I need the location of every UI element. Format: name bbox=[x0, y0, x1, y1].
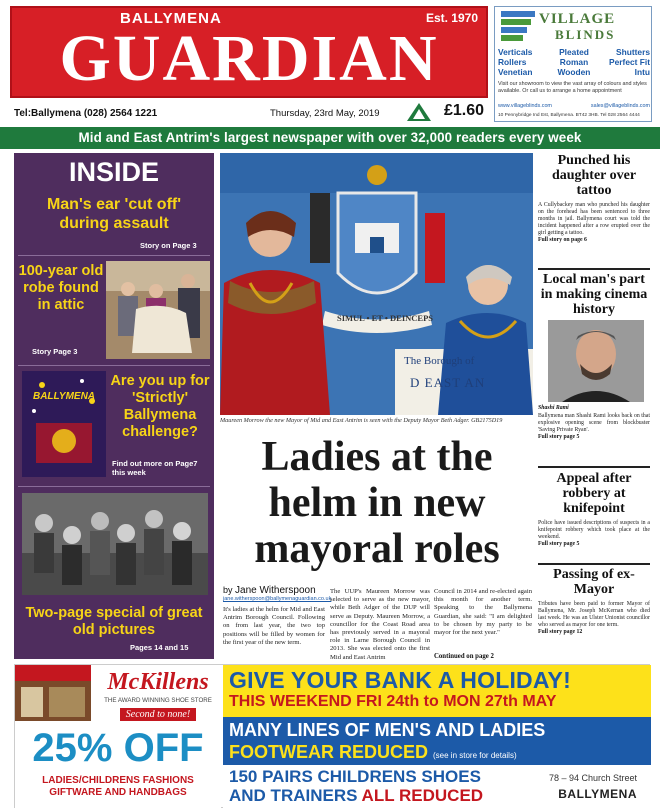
phone-number: Tel:Ballymena (028) 2564 1221 bbox=[14, 108, 158, 119]
ad-holiday-dates: THIS WEEKEND FRI 24th to MON 27th MAY bbox=[229, 693, 557, 710]
story-title: Appeal after robbery at knifepoint bbox=[556, 471, 632, 516]
blinds-product: Shutters bbox=[616, 47, 650, 57]
story-title: Local man's part in making cinema history bbox=[540, 272, 648, 317]
ad-brand: McKillens bbox=[107, 669, 209, 695]
ad-footwear-banner bbox=[223, 717, 651, 765]
ad-footwear-line1: MANY LINES OF MEN'S AND LADIES bbox=[229, 720, 546, 740]
blinds-product: Wooden bbox=[557, 67, 591, 77]
shashi-rami-photo bbox=[548, 320, 644, 402]
ad-address: 78 – 94 Church Street bbox=[548, 773, 637, 783]
teaser-ear-assault-title[interactable]: Man's ear 'cut off' during assault bbox=[46, 196, 182, 232]
lead-headline[interactable]: Ladies at the helm in new mayoral roles bbox=[254, 434, 500, 572]
divider bbox=[18, 365, 210, 366]
mckillens-ad[interactable] bbox=[14, 664, 650, 808]
story-body: Ballymena man Shashi Rami looks back on that explosive opening scene from blockbuster 'Saving Private Ryan'. bbox=[538, 413, 650, 433]
slogan-banner: Mid and East Antrim's largest newspaper with over 32,000 readers every week bbox=[0, 127, 660, 149]
story-cinema-history-text bbox=[538, 405, 650, 440]
divider bbox=[18, 486, 210, 487]
divider bbox=[538, 563, 650, 565]
ad-footwear-note: (see in store for details) bbox=[433, 751, 517, 760]
coat-of-arms-motto: SIMUL • ET • DEINCEPS bbox=[336, 313, 433, 323]
blinds-logo-icon bbox=[501, 11, 535, 41]
ad-category-line: GIFTWARE AND HANDBAGS bbox=[49, 787, 187, 798]
ad-footwear-reduced: FOOTWEAR REDUCED bbox=[229, 742, 428, 762]
ad-childrens-panel bbox=[223, 765, 651, 808]
teaser-ear-assault-ref: Story on Page 3 bbox=[140, 241, 197, 250]
blinds-product: Venetian bbox=[498, 67, 533, 77]
blinds-brand-line1: VILLAGE bbox=[539, 11, 616, 27]
story-punched-daughter[interactable] bbox=[538, 153, 650, 243]
divider bbox=[538, 466, 650, 468]
teaser-old-pictures-title[interactable]: Two-page special of great old pictures bbox=[25, 605, 203, 638]
blinds-product: Roman bbox=[559, 57, 589, 67]
story-more: Full story page 5 bbox=[538, 434, 580, 440]
byline bbox=[223, 585, 327, 596]
village-blinds-ad[interactable] bbox=[494, 6, 652, 122]
story-title: Passing of ex-Mayor bbox=[553, 567, 635, 597]
byline-prefix: by bbox=[223, 585, 233, 595]
ad-categories bbox=[15, 775, 221, 799]
blinds-brand-line2: BLINDS bbox=[555, 27, 616, 42]
ad-childrens-line2 bbox=[229, 786, 483, 806]
old-pictures-photo bbox=[22, 493, 208, 595]
shop-front-photo bbox=[15, 665, 91, 721]
story-body: A Cullybackey man who punched his daughter on the forehead has been sentenced to three months in jail. Ballymena court was told the incident happened after a row erupted over the girl getting a tattoo. bbox=[538, 202, 650, 236]
ad-tagline: THE AWARD WINNING SHOE STORE bbox=[104, 697, 212, 704]
blinds-links bbox=[498, 103, 650, 109]
teaser-strictly-title[interactable]: Are you up for 'Strictly' Ballymena challenge? bbox=[110, 373, 210, 440]
lead-column-2: The UUP's Maureen Morrow was selected to serve as the new mayor, while Beth Adger of the DUP will serve as Deputy. Maureen Morrow, a councillor for the Coast Road area has previously served in a mayoral role in Larne Borough Council in 2013. She was elected onto the first Mid and East Antrim bbox=[330, 588, 430, 661]
inside-sidebar bbox=[14, 153, 214, 659]
inside-heading: INSIDE bbox=[68, 157, 160, 187]
ad-discount: 25% OFF bbox=[32, 726, 204, 770]
poster-title: BALLYMENA bbox=[32, 391, 96, 402]
story-title: Punched his daughter over tattoo bbox=[551, 153, 637, 198]
story-cinema-history[interactable] bbox=[538, 272, 650, 317]
blinds-ad-text: Visit our showroom to view the vast array of colours and styles available. Or call us to arrange a home appointment bbox=[498, 81, 647, 94]
story-knifepoint-robbery[interactable] bbox=[538, 471, 650, 547]
ad-holiday-headline: GIVE YOUR BANK A HOLIDAY! bbox=[229, 667, 571, 693]
robe-photo bbox=[106, 261, 210, 359]
ad-holiday-banner bbox=[223, 665, 651, 717]
story-body: Tributes have been paid to former Mayor of Ballymena, Mr. Joseph McKernan who died last week. He was an Ulster Unionist councillor who served as mayor for one term. bbox=[538, 601, 650, 628]
ad-town: BALLYMENA bbox=[558, 787, 637, 801]
ad-discount-panel bbox=[15, 723, 221, 808]
banner-line2: D EAST AN bbox=[410, 375, 486, 390]
story-body: Police have issued descriptions of suspects in a knifepoint robbery which took place at the weekend. bbox=[538, 520, 650, 540]
teaser-strictly-ref: Find out more on Page7 this week bbox=[112, 459, 198, 477]
ad-all-reduced: ALL REDUCED bbox=[361, 786, 484, 805]
story-more: Full story page 5 bbox=[538, 541, 580, 547]
ad-footwear-line2 bbox=[229, 742, 517, 763]
masthead bbox=[10, 6, 488, 98]
ad-category-line: LADIES/CHILDRENS FASHIONS bbox=[42, 775, 194, 786]
story-more: Full story page 12 bbox=[538, 629, 583, 635]
byline-email-link[interactable]: jane.witherspoon@ballymenaguardian.co.uk bbox=[223, 596, 332, 602]
ad-trainers: AND TRAINERS bbox=[229, 786, 358, 805]
issue-date: Thursday, 23rd May, 2019 bbox=[270, 108, 380, 119]
ad-childrens-line1: 150 PAIRS CHILDRENS SHOES bbox=[229, 767, 481, 786]
blinds-email-link[interactable]: sales@villageblinds.com bbox=[590, 103, 650, 109]
banner-line1: The Borough of bbox=[404, 355, 475, 367]
mayors-photo bbox=[220, 153, 533, 415]
cover-price: £1.60 bbox=[444, 102, 485, 119]
strictly-poster bbox=[22, 371, 106, 477]
lead-column-1: It's ladies at the helm for Mid and East Antrim Borough Council. Following on from last year, the two top positions will be filled by women for the first year of the new term. bbox=[223, 606, 325, 646]
masthead-title: GUARDIAN bbox=[59, 22, 439, 95]
teaser-robe-ref: Story Page 3 bbox=[32, 347, 78, 356]
blinds-product: Verticals bbox=[498, 47, 533, 57]
story-ex-mayor[interactable] bbox=[538, 567, 650, 635]
blinds-website-link[interactable]: www.villageblinds.com bbox=[498, 103, 552, 109]
divider bbox=[18, 255, 210, 256]
teaser-robe-title[interactable]: 100-year old robe found in attic bbox=[18, 263, 104, 313]
blinds-address: 10 Pennybridge Ind Est, Ballymena. BT42 3HB. Tel 028 2564 4444 bbox=[498, 113, 640, 118]
masthead-town: BALLYMENA bbox=[120, 10, 222, 27]
story-more: Full story on page 6 bbox=[538, 237, 587, 243]
lead-column-3: Council in 2014 and re-elected again this month for another term. Speaking to the Ballymena Guardian, she said: "I am delighted to be chosen by my party to be mayor for the next year." bbox=[434, 588, 532, 637]
continued-note[interactable]: Continued on page 2 bbox=[434, 653, 494, 660]
blinds-product: Intu bbox=[634, 67, 650, 77]
divider bbox=[538, 268, 650, 270]
photo-caption: Maureen Morrow the new Mayor of Mid and East Antrim is seen with the Deputy Mayor Beth Adger. GB2175D19 bbox=[220, 417, 503, 424]
mckillens-logo bbox=[95, 667, 221, 721]
teaser-old-pictures-ref: Pages 14 and 15 bbox=[130, 643, 189, 652]
blinds-product: Perfect Fit bbox=[609, 57, 650, 67]
blinds-product-list bbox=[498, 47, 650, 77]
blinds-product: Rollers bbox=[498, 57, 527, 67]
blinds-product: Pleated bbox=[559, 47, 589, 57]
publisher-logo-icon bbox=[406, 102, 432, 122]
masthead-established: Est. 1970 bbox=[425, 11, 478, 25]
photo-caption: Shashi Rami bbox=[538, 405, 569, 411]
ad-second-to-none: Second to none! bbox=[120, 708, 196, 721]
byline-name: Jane Witherspoon bbox=[235, 585, 316, 596]
